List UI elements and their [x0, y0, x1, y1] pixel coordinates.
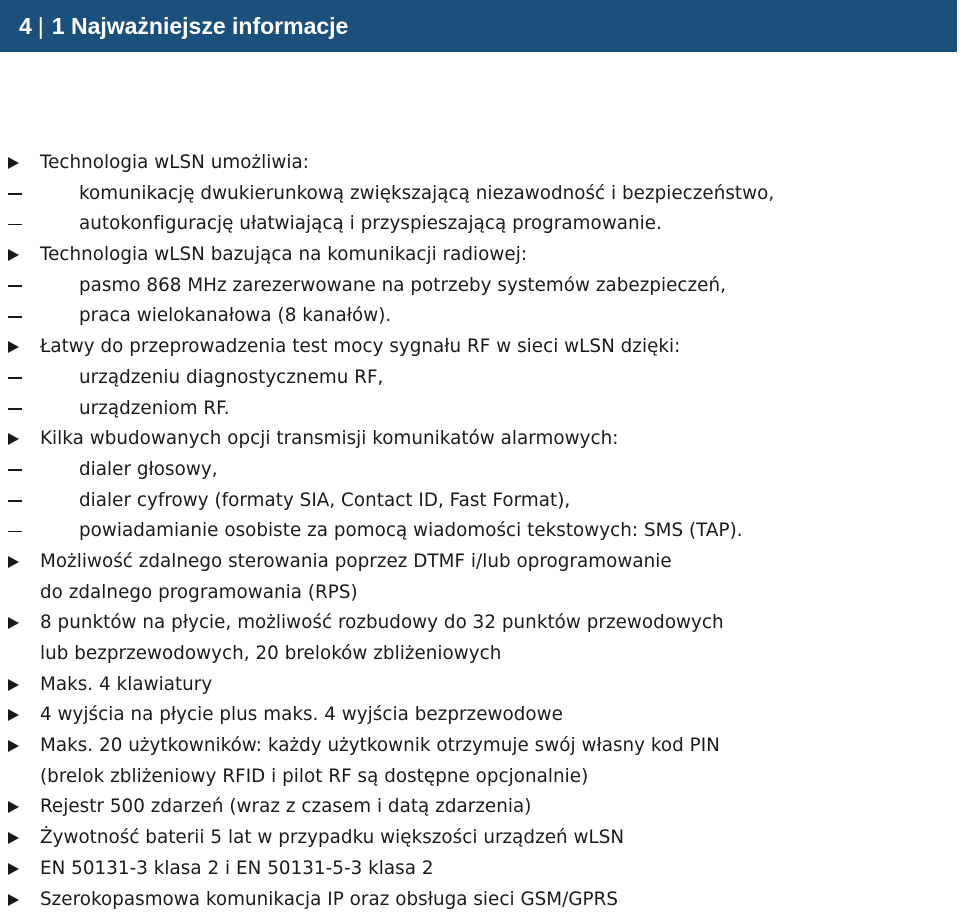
bullet-item — [8, 731, 948, 762]
item-text: Maks. 20 użytkowników: każdy użytkownik otrzymuje swój własny kod PIN — [40, 731, 720, 762]
bullet-item — [8, 547, 948, 578]
item-text: Rejestr 500 zdarzeń (wraz z czasem i datą zdarzenia) — [40, 792, 531, 823]
item-text: praca wielokanałowa (8 kanałów). — [79, 301, 391, 332]
item-text: powiadamianie osobiste za pomocą wiadomości tekstowych: SMS (TAP). — [79, 516, 743, 547]
triangle-bullet-icon — [8, 679, 19, 691]
triangle-bullet-icon — [8, 341, 19, 353]
bullet-item — [8, 608, 948, 639]
item-text: (brelok zbliżeniowy RFID i pilot RF są dostępne opcjonalnie) — [40, 762, 588, 793]
bullet-item — [8, 792, 948, 823]
item-text: do zdalnego programowania (RPS) — [40, 578, 358, 609]
item-text: Łatwy do przeprowadzenia test mocy sygnału RF w sieci wLSN dzięki: — [40, 332, 680, 363]
section-title: 1 Najważniejsze informacje — [52, 13, 349, 39]
bullet-item — [8, 240, 948, 271]
dash-bullet-icon — [8, 377, 22, 379]
bullet-item-continuation — [8, 762, 948, 793]
item-text: Szerokopasmowa komunikacja IP oraz obsługa sieci GSM/GPRS — [40, 885, 618, 915]
bullet-item-continuation — [8, 578, 948, 609]
dash-bullet-icon — [8, 408, 22, 410]
sub-item — [8, 301, 948, 332]
item-text: pasmo 868 MHz zarezerwowane na potrzeby systemów zabezpieczeń, — [79, 271, 726, 302]
triangle-bullet-icon — [8, 617, 19, 629]
bullet-item — [8, 332, 948, 363]
sub-item — [8, 516, 948, 547]
sub-item — [8, 179, 948, 210]
dash-bullet-icon — [8, 316, 22, 318]
sub-item — [8, 363, 948, 394]
sub-item — [8, 271, 948, 302]
item-text: Żywotność baterii 5 lat w przypadku większości urządzeń wLSN — [40, 823, 624, 854]
page-number: 4 — [19, 13, 32, 39]
item-text: komunikację dwukierunkową zwiększającą niezawodność i bezpieczeństwo, — [79, 179, 774, 210]
item-text: lub bezprzewodowych, 20 breloków zbliżeniowych — [40, 639, 501, 670]
triangle-bullet-icon — [8, 433, 19, 445]
sub-item — [8, 209, 948, 240]
bullet-item — [8, 424, 948, 455]
dash-bullet-icon — [8, 500, 22, 502]
triangle-bullet-icon — [8, 832, 19, 844]
item-text: EN 50131-3 klasa 2 i EN 50131-5-3 klasa 2 — [40, 854, 434, 885]
dash-bullet-icon — [8, 469, 22, 471]
bullet-item — [8, 670, 948, 701]
bullet-item — [8, 700, 948, 731]
item-text: urządzeniu diagnostycznemu RF, — [79, 363, 383, 394]
sub-item — [8, 486, 948, 517]
item-text: 4 wyjścia na płycie plus maks. 4 wyjścia bezprzewodowe — [40, 700, 563, 731]
triangle-bullet-icon — [8, 157, 19, 169]
feature-list — [8, 148, 948, 915]
bullet-item-continuation — [8, 639, 948, 670]
item-text: Technologia wLSN umożliwia: — [40, 148, 309, 179]
item-text: autokonfigurację ułatwiającą i przyspieszającą programowanie. — [79, 209, 662, 240]
triangle-bullet-icon — [8, 894, 19, 906]
item-text: urządzeniom RF. — [79, 394, 230, 425]
triangle-bullet-icon — [8, 249, 19, 261]
bullet-item — [8, 885, 948, 915]
item-text: Kilka wbudowanych opcji transmisji komunikatów alarmowych: — [40, 424, 618, 455]
bullet-item — [8, 823, 948, 854]
bullet-item — [8, 148, 948, 179]
dash-bullet-icon — [8, 531, 22, 533]
sub-item — [8, 455, 948, 486]
triangle-bullet-icon — [8, 709, 19, 721]
triangle-bullet-icon — [8, 801, 19, 813]
bullet-item — [8, 854, 948, 885]
item-text: dialer głosowy, — [79, 455, 218, 486]
item-text: Maks. 4 klawiatury — [40, 670, 212, 701]
triangle-bullet-icon — [8, 740, 19, 752]
item-text: dialer cyfrowy (formaty SIA, Contact ID, Fast Format), — [79, 486, 570, 517]
item-text: Technologia wLSN bazująca na komunikacji radiowej: — [40, 240, 527, 271]
dash-bullet-icon — [8, 193, 22, 195]
page-header — [0, 0, 957, 52]
dash-bullet-icon — [8, 224, 22, 226]
sub-item — [8, 394, 948, 425]
dash-bullet-icon — [8, 285, 22, 287]
header-separator: | — [38, 13, 44, 39]
triangle-bullet-icon — [8, 863, 19, 875]
item-text: 8 punktów na płycie, możliwość rozbudowy do 32 punktów przewodowych — [40, 608, 724, 639]
triangle-bullet-icon — [8, 556, 19, 568]
item-text: Możliwość zdalnego sterowania poprzez DTMF i/lub oprogramowanie — [40, 547, 672, 578]
